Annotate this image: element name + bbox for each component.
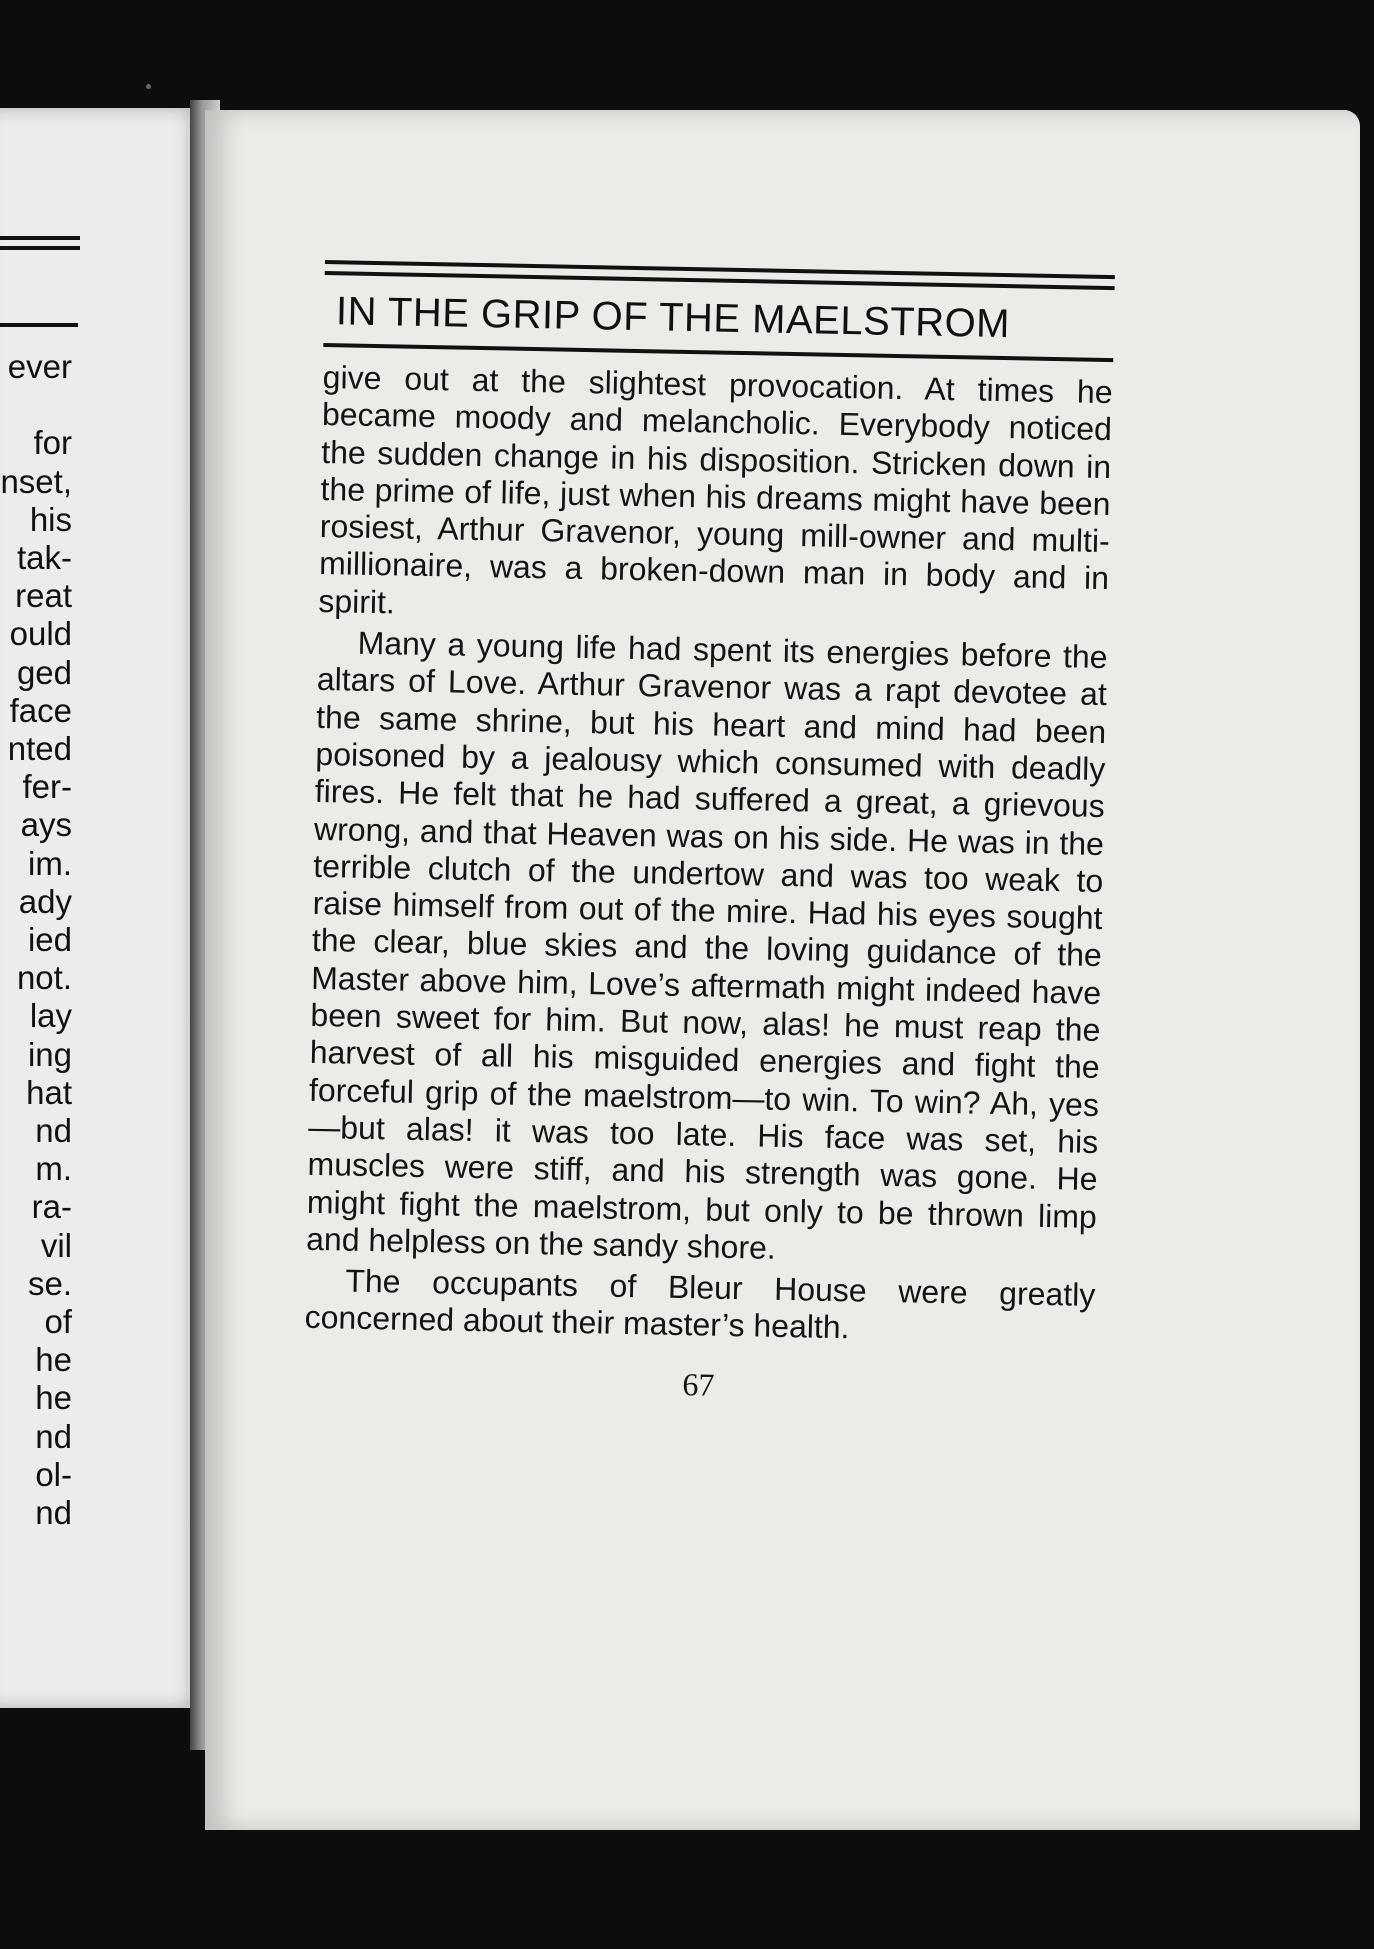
paragraph-1: give out at the slightest provocation. At times he became moody and melancholic. Everybody noticed the sudden change in his disposition. Stricken down in the prime of life, just when his dreams might have been rosiest, Arthur Gravenor, young mill-owner and multi-millionaire, was a broken-down man in body and in spirit. [318,358,1113,621]
left-line-fragment: fer- [22,768,72,806]
left-line-fragment: m. [35,1150,72,1188]
left-page-text-fragments [0,348,72,1532]
left-line-fragment: tak- [16,539,72,577]
left-line-fragment: ged [16,653,72,691]
body-text [304,359,1113,1352]
left-line-fragment: ays [20,806,72,844]
left-line-fragment: ing [27,1035,72,1073]
left-line-fragment: nset, [0,462,72,500]
scan-speck [146,84,151,89]
paragraph-3: The occupants of Bleur House were greatly concerned about their master’s health. [304,1262,1096,1346]
left-header-double-rule [0,236,80,250]
left-line-fragment: ady [18,882,72,920]
page-number: 67 [682,1365,715,1403]
left-line-fragment: not. [16,959,72,997]
left-line-fragment: hat [26,1073,72,1111]
left-line-fragment: ied [27,921,72,959]
left-line-fragment: for [33,424,72,462]
left-line-fragment: he [35,1379,72,1417]
left-line-fragment: he [35,1341,72,1379]
left-line-fragment: his [29,500,72,538]
left-line-fragment: nd [35,1417,72,1455]
left-line-fragment: nd [35,1494,72,1532]
left-line-fragment: nted [7,730,72,768]
left-line-fragment: ould [9,615,72,653]
left-line-fragment: nd [35,1112,72,1150]
left-line-fragment: face [9,691,72,729]
left-line-fragment: lay [29,997,72,1035]
left-line-fragment: of [44,1303,72,1341]
left-line-fragment: se. [27,1264,72,1302]
right-page [205,110,1360,1830]
page-content [303,260,1115,1411]
running-head: IN THE GRIP OF THE MAELSTROM [335,289,1011,347]
left-line-fragment: im. [28,844,72,882]
header-double-rule [325,260,1115,290]
left-line-fragment: ever [7,348,72,385]
left-header-rule [0,323,78,327]
left-line-fragment: ol- [35,1455,72,1493]
left-page [0,108,205,1708]
left-line-fragment: reat [15,577,72,615]
left-line-fragment: vil [40,1226,72,1264]
left-line-fragment: ra- [31,1188,72,1226]
paragraph-2: Many a young life had spent its energies before the altars of Love. Arthur Gravenor was a rapt devotee at the same shrine, but his heart and mind had been poisoned by a jealousy which consumed with deadly fires. He felt that he had suffered a great, a grievous wrong, and that Heaven was on his side. He was in the terrible clutch of the undertow and was too weak to raise himself from out of the mire. Had his eyes sought the clear, blue skies and the loving guidance of the Master above him, Love’s aftermath might indeed have been sweet for him. But now, alas! he must reap the harvest of all his misguided energies and fight the forceful grip of the maelstrom—to win. To win? Ah, yes —but alas! it was too late. His face was set, his muscles were stiff, and his strength was gone. He might fight the maelstrom, but only to be thrown limp and helpless on the sandy shore. [305,624,1108,1266]
